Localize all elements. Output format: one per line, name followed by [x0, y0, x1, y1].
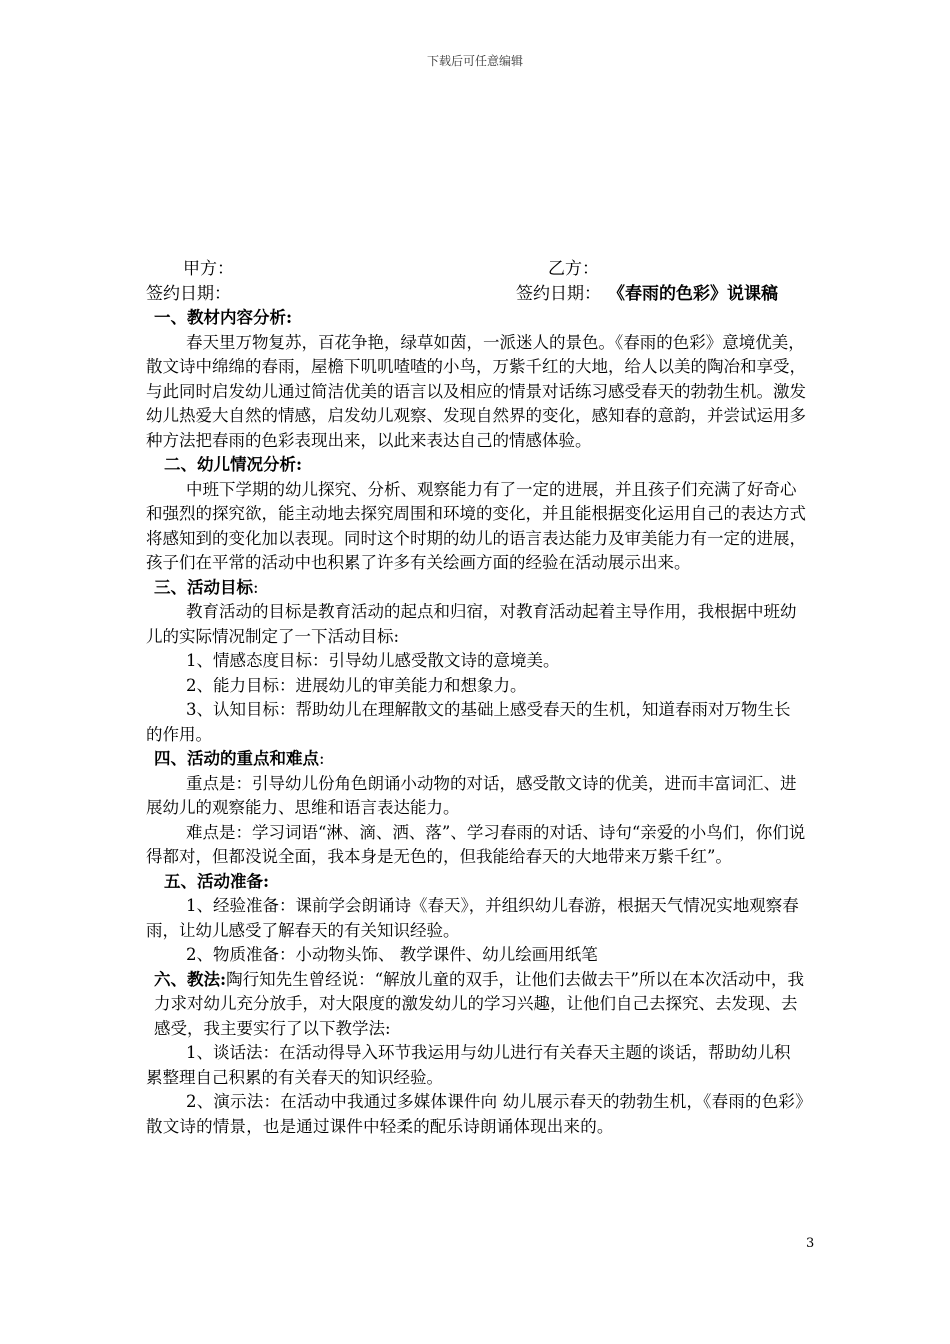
- section-3-heading-colon: :: [253, 577, 259, 597]
- section-1-paragraph: 春天里万物复苏，百花争艳，绿草如茵，一派迷人的景色。《春雨的色彩》意境优美，散文诗中绵绵的春雨，屋檐下叽叽喳喳的小鸟，万紫千红的大地，给人以美的陶冶和享受，与此同时启发幼儿通过简洁优美的语言以及相应的情景对话练习感受春天的勃勃生机。激发幼儿热爱大自然的情感，启发幼儿观察、发现自然界的变化，感知春的意韵，并尝试运用多种方法把春雨的色彩表现出来，以此来表达自己的情感体验。: [146, 332, 806, 450]
- section-2-heading: 二、幼儿情况分析:: [164, 455, 303, 474]
- section-6-intro: 陶行知先生曾经说：“解放儿童的双手，让他们去做去干”所以在本次活动中，我力求对幼儿充分放手，对大限度的激发幼儿的学习兴趣，让他们自己去探究、去发现、去感受，我主要实行了以下教学法:: [154, 969, 804, 1038]
- document-title: 《春雨的色彩》说课稿: [608, 284, 778, 304]
- section-6-heading: 六、教法:: [154, 969, 227, 989]
- section-4-heading: [146, 747, 806, 772]
- section-3-goal-2: 2、能力目标：进展幼儿的审美能力和想象力。: [186, 675, 527, 695]
- page-number: 3: [806, 1236, 815, 1251]
- section-4-heading-text: 四、活动的重点和难点: [154, 749, 319, 768]
- section-3-heading-text: 三、活动目标: [154, 577, 253, 597]
- section-5-item-2: 2、物质准备：小动物头饰、 教学课件、幼儿绘画用纸笔: [186, 945, 598, 964]
- section-1-heading: 一、教材内容分析:: [154, 308, 293, 327]
- party-a-label: 甲方：: [183, 259, 234, 279]
- section-3-intro: 教育活动的目标是教育活动的起点和归宿，对教育活动起着主导作用，我根据中班幼儿的实际情况制定了一下活动目标:: [146, 602, 797, 646]
- section-4-key-point: 重点是：引导幼儿份角色朗诵小动物的对话，感受散文诗的优美，进而丰富词汇、进展幼儿的观察能力、思维和语言表达能力。: [146, 773, 797, 817]
- section-6-method-2: 2、演示法：在活动中我通过多媒体课件向 幼儿展示春天的勃勃生机，《春雨的色彩》散文诗的情景，也是通过课件中轻柔的配乐诗朗诵体现出来的。: [146, 1092, 804, 1136]
- section-6-method-1: 1、谈话法：在活动得导入环节我运用与幼儿进行有关春天主题的谈话，帮助幼儿积累整理自己积累的有关春天的知识经验。: [146, 1043, 791, 1087]
- section-5-item-1: 1、经验准备：课前学会朗诵诗《春天》，并组织幼儿春游，根据天气情况实地观察春雨，让幼儿感受了解春天的有关知识经验。: [146, 896, 799, 940]
- section-2-paragraph: 中班下学期的幼儿探究、分析、观察能力有了一定的进展，并且孩子们充满了好奇心和强烈的探究欲，能主动地去探究周围和环境的变化，并且能根据变化运用自己的表达方式将感知到的变化加以表现。同时这个时期的幼儿的语言表达能力及审美能力有一定的进展，孩子们在平常的活动中也积累了许多有关绘画方面的经验在活动展示出来。: [146, 479, 806, 572]
- section-3-heading: [146, 576, 806, 601]
- section-5-heading: 五、活动准备:: [164, 871, 270, 891]
- section-4-difficult-point: 难点是：学习词语“淋、滴、洒、落”、学习春雨的对话、诗句“亲爱的小鸟们，你们说得都对，但都没说全面，我本身是无色的，但我能给春天的大地带来万紫千红”。: [146, 822, 806, 866]
- section-3-goal-3: 3、认知目标：帮助幼儿在理解散文的基础上感受春天的生机，知道春雨对万物生长的作用。: [146, 700, 791, 744]
- page-header-note: 下载后可任意编辑: [426, 54, 523, 68]
- sign-date-a-label: 签约日期：: [146, 284, 231, 304]
- sign-date-b-label: 签约日期：: [516, 284, 601, 304]
- section-6-intro-paragraph: [146, 968, 806, 1042]
- section-3-goal-1: 1、情感态度目标：引导幼儿感受散文诗的意境美。: [186, 651, 560, 670]
- party-b-label: 乙方：: [548, 259, 599, 279]
- section-4-heading-colon: :: [319, 749, 325, 768]
- document-body: [146, 306, 806, 1139]
